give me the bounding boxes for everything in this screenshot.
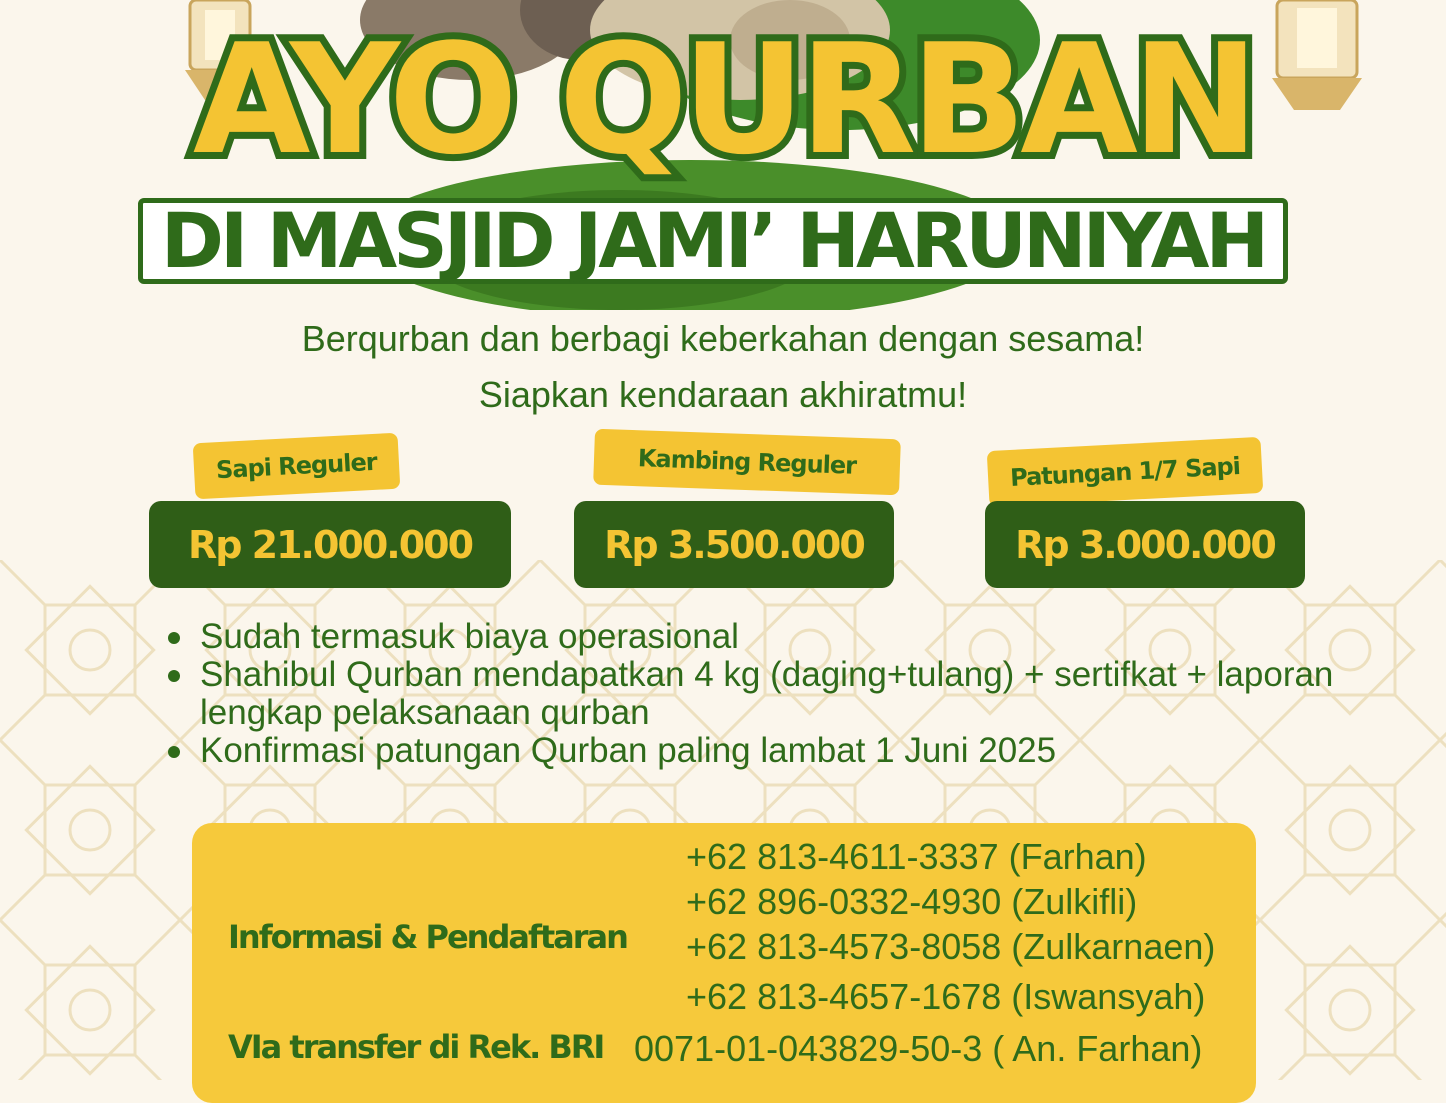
contact-zulkifli: +62 896-0332-4930 (Zulkifli) [686,881,1138,922]
tagline-line-2: Siapkan kendaraan akhiratmu! [478,374,968,415]
main-title: AYO QURBAN [192,11,1254,188]
package-price-sapi: Rp 21.000.000 [149,501,511,588]
subtitle-text: DI MASJID JAMI’ HARUNIYAH [160,196,1266,285]
note-item: Sudah termasuk biaya operasional [168,618,1368,656]
notes-list [168,618,1368,770]
package-label-kambing: Kambing Reguler [593,429,901,496]
contact-iswansyah: +62 813-4657-1678 (Iswansyah) [686,976,1206,1017]
registration-label: Informasi & Pendaftaran [228,918,627,956]
transfer-label: VIa transfer di Rek. BRI [228,1028,604,1066]
package-price-patungan: Rp 3.000.000 [985,501,1305,588]
note-item: Konfirmasi patungan Qurban paling lambat 1 Juni 2025 [168,732,1368,770]
bank-account: 0071-01-043829-50-3 ( An. Farhan) [634,1028,1203,1069]
contact-farhan: +62 813-4611-3337 (Farhan) [686,836,1147,877]
subtitle-banner [138,198,1288,284]
tagline-line-1: Berqurban dan berbagi keberkahan dengan sesama! [301,318,1145,359]
package-label-sapi: Sapi Reguler [193,433,400,500]
package-label-patungan: Patungan 1/7 Sapi [987,437,1264,507]
package-price-kambing: Rp 3.500.000 [574,501,894,588]
contact-zulkarnaen: +62 813-4573-8058 (Zulkarnaen) [686,926,1216,967]
note-item: Shahibul Qurban mendapatkan 4 kg (daging+tulang) + sertifkat + laporan lengkap pelaksanaan qurban [168,656,1368,732]
